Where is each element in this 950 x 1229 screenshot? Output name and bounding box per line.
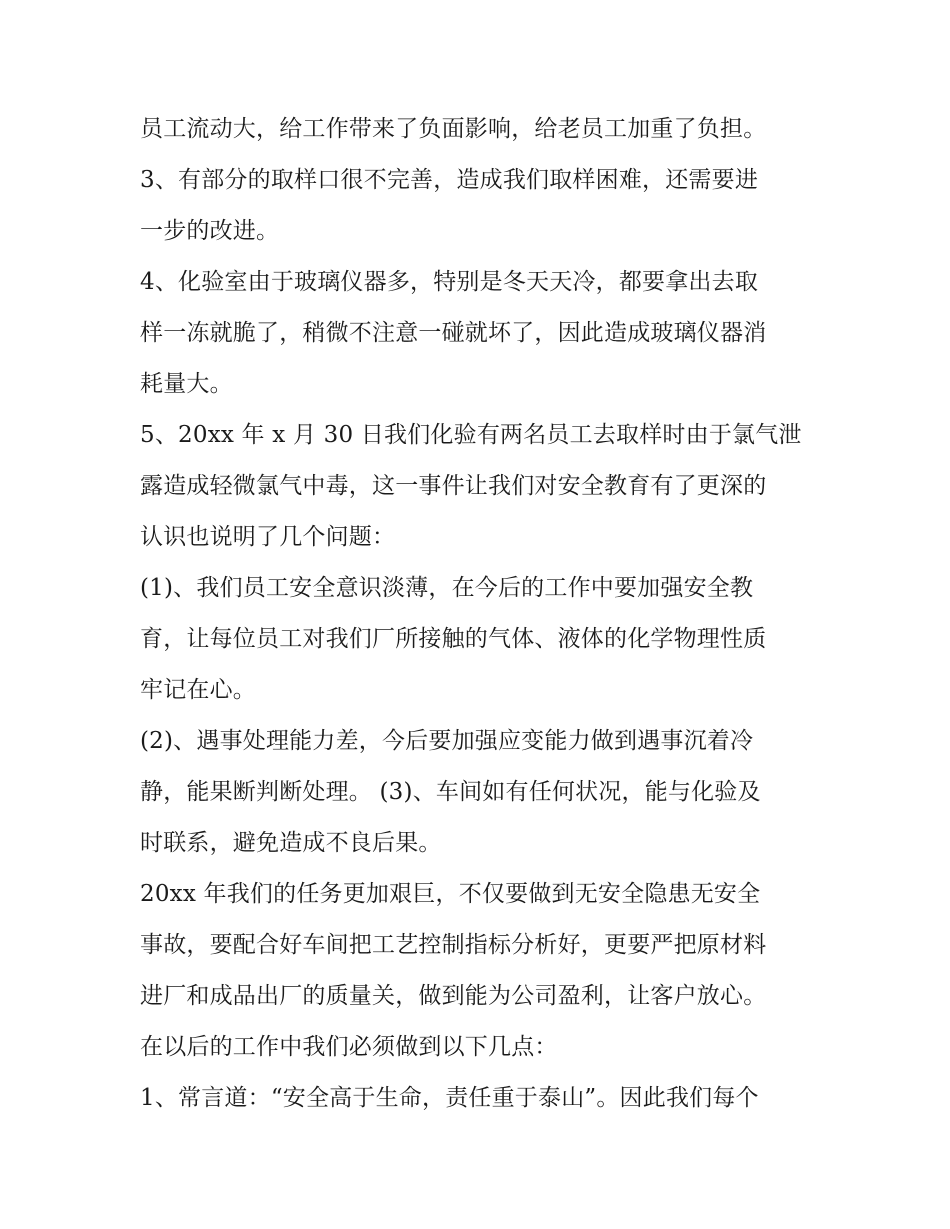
text-line-14: 静，能果断判断处理。 (3)、车间如有任何状况，能与化验及 bbox=[140, 779, 761, 805]
text-line-8: 露造成轻微氯气中毒，这一事件让我们对安全教育有了更深的 bbox=[140, 473, 767, 499]
text-line-10: (1)、我们员工安全意识淡薄，在今后的工作中要加强安全教 bbox=[140, 575, 754, 601]
text-line-4: 4、化验室由于玻璃仪器多，特别是冬天天冷，都要拿出去取 bbox=[140, 269, 759, 295]
text-line-15: 时联系，避免造成不良后果。 bbox=[140, 830, 442, 856]
text-line-13: (2)、遇事处理能力差，今后要加强应变能力做到遇事沉着冷 bbox=[140, 728, 754, 754]
text-line-2: 3、有部分的取样口很不完善，造成我们取样困难，还需要进 bbox=[140, 167, 759, 193]
text-line-16: 20xx 年我们的任务更加艰巨，不仅要做到无安全隐患无安全 bbox=[140, 881, 761, 907]
text-line-9: 认识也说明了几个问题： bbox=[140, 524, 396, 550]
text-line-20: 1、常言道：“安全高于生命，责任重于泰山”。因此我们每个 bbox=[140, 1085, 759, 1111]
text-line-6: 耗量大。 bbox=[140, 371, 233, 397]
text-line-11: 育，让每位员工对我们厂所接触的气体、液体的化学物理性质 bbox=[140, 626, 767, 652]
text-line-19: 在以后的工作中我们必须做到以下几点： bbox=[140, 1034, 558, 1060]
text-line-5: 样一冻就脆了，稍微不注意一碰就坏了，因此造成玻璃仪器消 bbox=[140, 320, 767, 346]
document-body bbox=[140, 104, 820, 1124]
text-line-7: 5、20xx 年 x 月 30 日我们化验有两名员工去取样时由于氯气泄 bbox=[140, 422, 802, 448]
text-line-1: 员工流动大，给工作带来了负面影响，给老员工加重了负担。 bbox=[140, 116, 767, 142]
text-line-12: 牢记在心。 bbox=[140, 677, 256, 703]
text-line-18: 进厂和成品出厂的质量关，做到能为公司盈利，让客户放心。 bbox=[140, 983, 767, 1009]
text-line-3: 一步的改进。 bbox=[140, 218, 280, 244]
text-line-17: 事故，要配合好车间把工艺控制指标分析好，更要严把原材料 bbox=[140, 932, 767, 958]
